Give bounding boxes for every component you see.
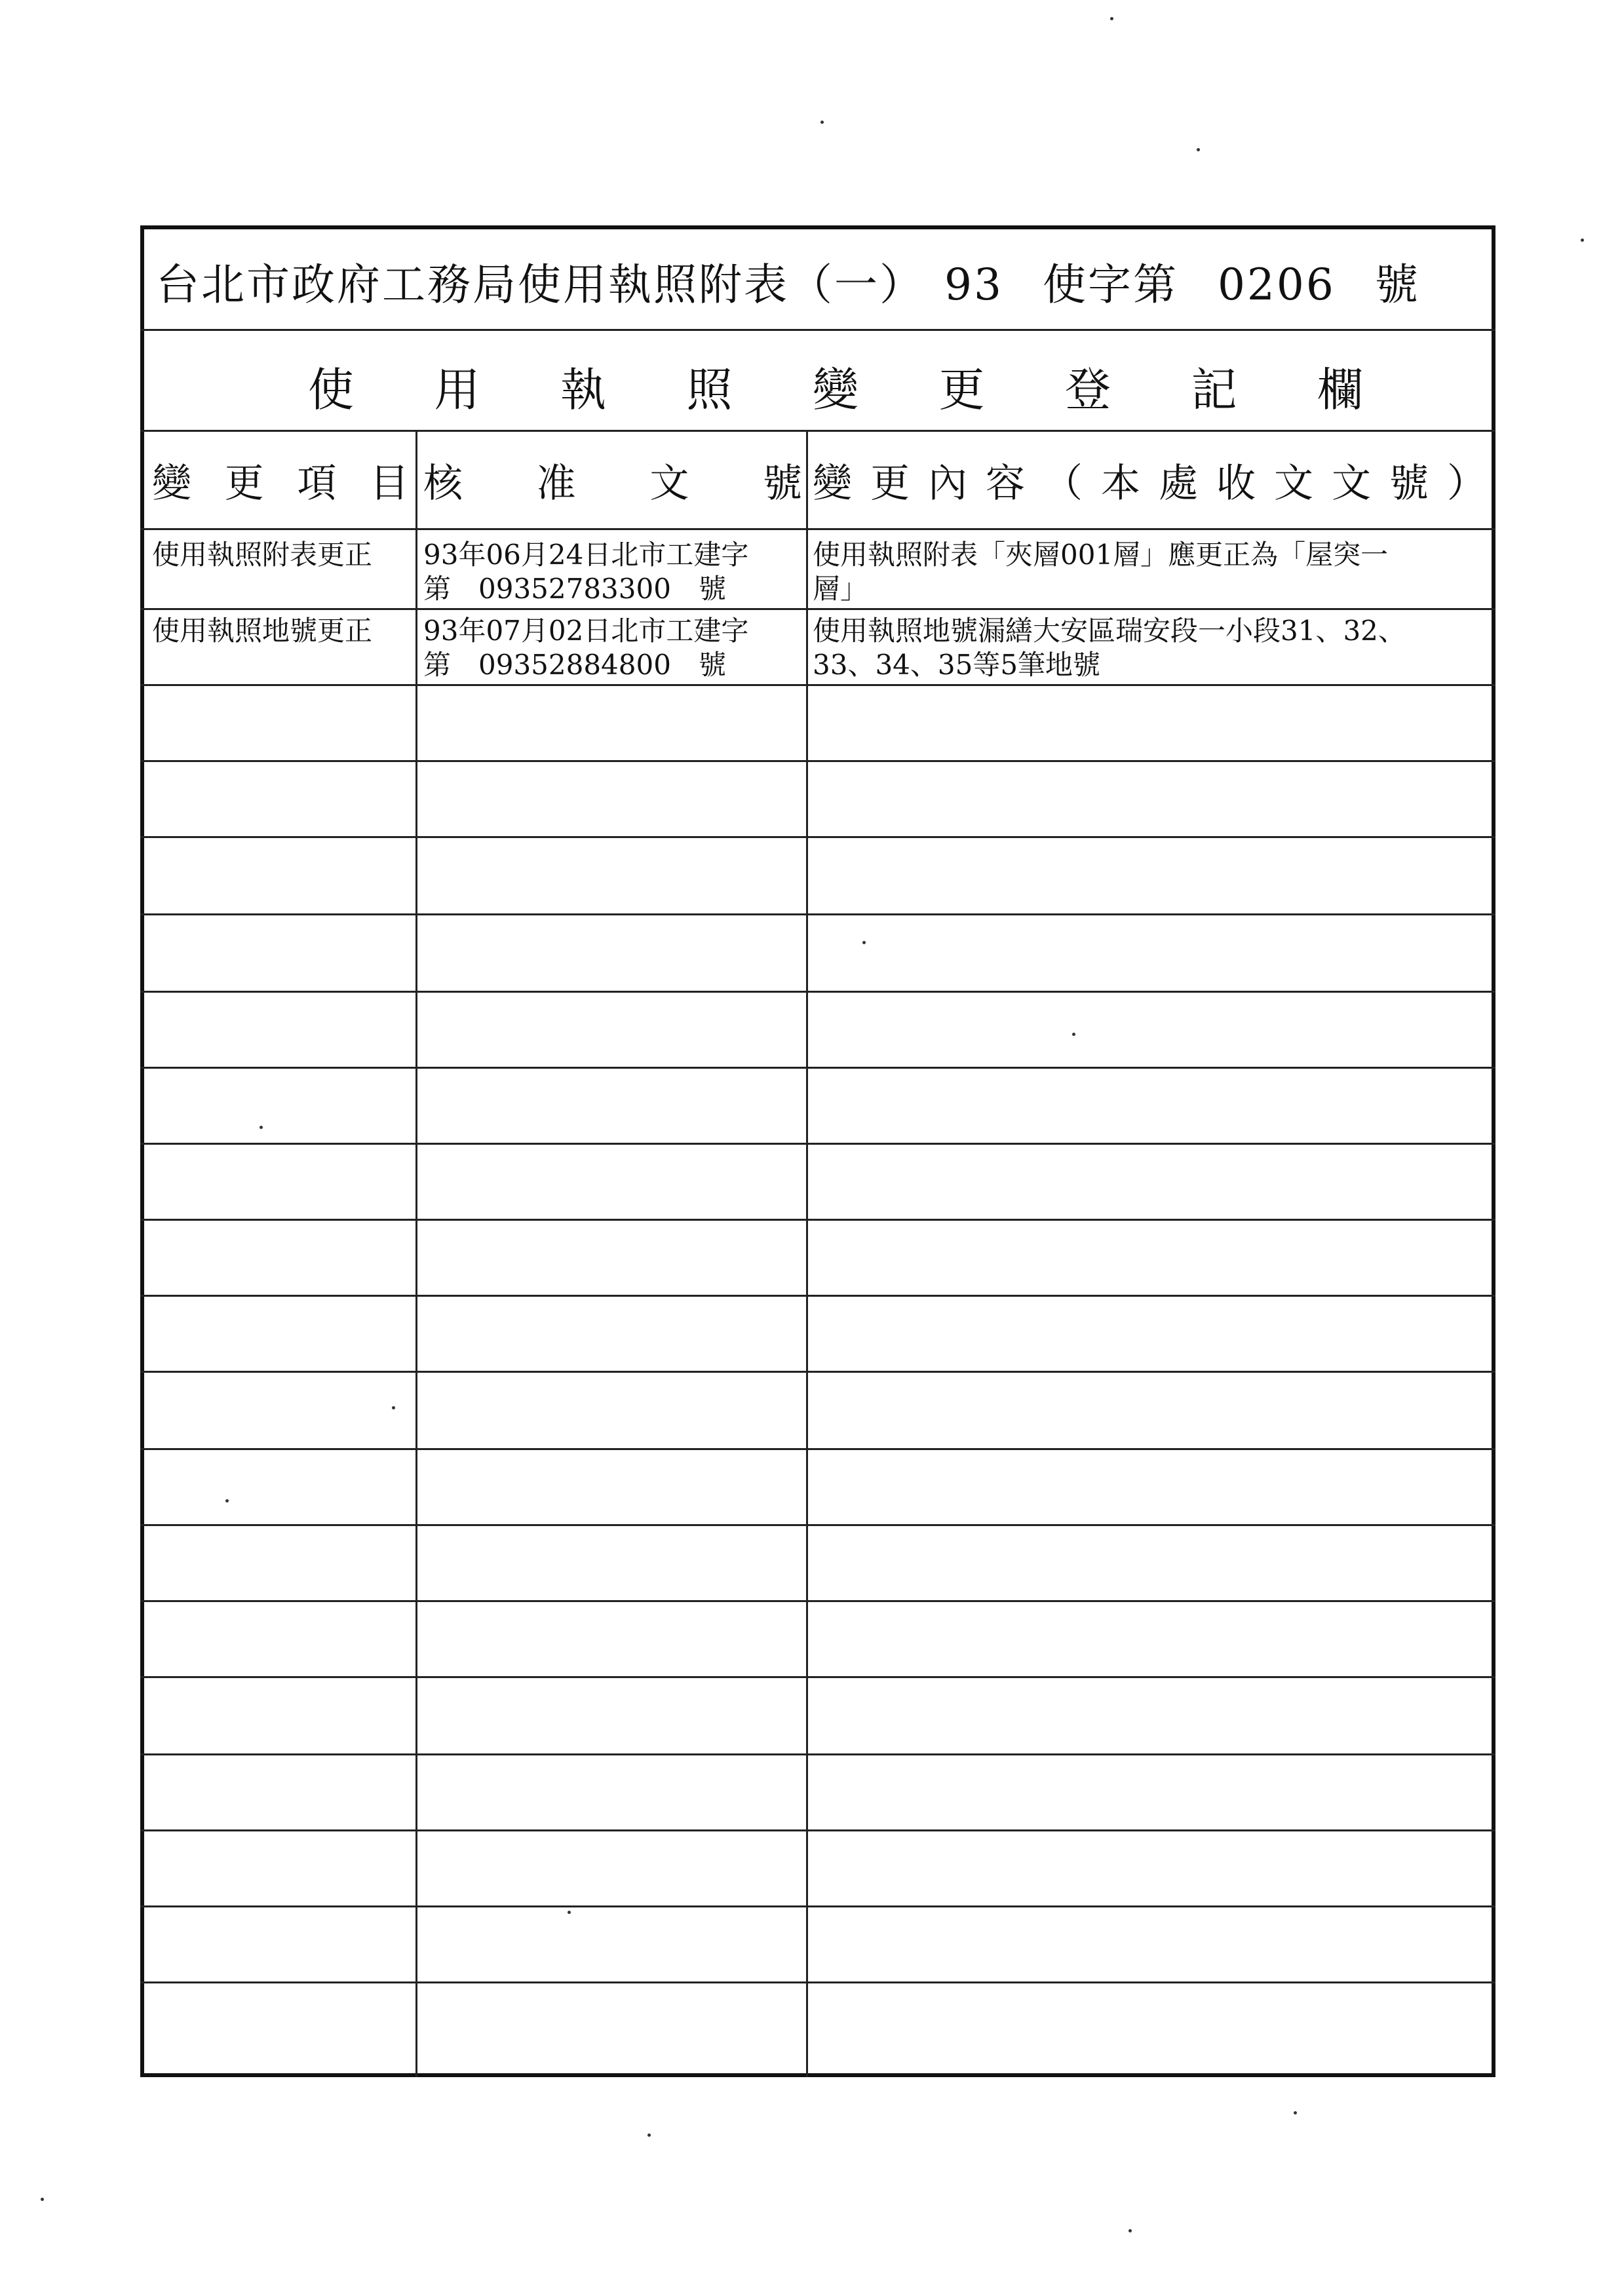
heading-char: 登 — [1065, 362, 1111, 417]
heading-char: 用 — [434, 362, 480, 417]
rule — [140, 608, 1495, 610]
rule — [140, 430, 1495, 432]
heading-char: 記 — [1191, 362, 1237, 417]
scan-speck — [1072, 1033, 1075, 1036]
rule — [140, 528, 1495, 530]
scan-speck — [41, 2198, 44, 2201]
header-char: 目 — [369, 461, 409, 507]
column-header-item — [152, 438, 409, 523]
heading-char: 變 — [813, 362, 858, 417]
header-char: 文 — [1332, 461, 1371, 507]
title-suffix: 號 — [1374, 259, 1420, 310]
title-prefix: 台北市政府工務局使用執照附表（一） — [156, 259, 925, 310]
rule — [140, 1829, 1495, 1831]
scan-speck — [1197, 148, 1200, 151]
header-char: 內 — [928, 461, 967, 507]
header-char: 容 — [986, 461, 1025, 507]
rule — [140, 1219, 1495, 1221]
column-header-content — [813, 438, 1486, 523]
rule — [140, 329, 1495, 331]
row-1-approval-line1: 93年06月24日北市工建字 — [423, 539, 749, 571]
scan-speck — [862, 941, 866, 944]
heading-char: 欄 — [1317, 362, 1363, 417]
header-char: 收 — [1216, 461, 1256, 507]
scan-speck — [1128, 2229, 1132, 2232]
scan-speck — [647, 2133, 651, 2137]
column-divider — [415, 430, 417, 2077]
heading-char: 更 — [938, 362, 985, 417]
rule — [140, 913, 1495, 915]
row-1-content-line1: 使用執照附表「夾層001層」應更正為「屋突一 — [813, 539, 1389, 571]
title-type: 使字第 — [1042, 259, 1178, 310]
rule — [140, 1295, 1495, 1297]
rule — [140, 760, 1495, 762]
row-2-item: 使用執照地號更正 — [152, 615, 373, 647]
row-2-content-line1: 使用執照地號漏繕大安區瑞安段一小段31、32、 — [813, 615, 1406, 647]
header-char: 更 — [870, 461, 910, 507]
section-heading — [308, 343, 1363, 429]
scan-speck — [1294, 2111, 1297, 2114]
rule — [140, 1981, 1495, 1983]
header-char: 准 — [536, 461, 576, 507]
rule — [140, 684, 1495, 686]
row-2-content-line2: 33、34、35等5筆地號 — [813, 649, 1101, 681]
header-char: 變 — [813, 461, 852, 507]
row-1-approval-line2: 第 09352783300 號 — [423, 573, 726, 605]
license-number: 0206 — [1217, 259, 1336, 310]
scan-speck — [392, 1406, 395, 1409]
header-char: 處 — [1159, 461, 1198, 507]
header-char: 號 — [762, 461, 802, 507]
heading-char: 照 — [686, 362, 733, 417]
rule — [140, 1371, 1495, 1373]
rule — [140, 1676, 1495, 1678]
header-char: 號 — [1389, 461, 1429, 507]
rule — [140, 1448, 1495, 1450]
scan-speck — [225, 1499, 229, 1502]
scan-speck — [1581, 239, 1584, 242]
header-char: 本 — [1101, 461, 1140, 507]
scan-speck — [568, 1911, 571, 1914]
rule — [140, 991, 1495, 993]
row-2-approval-line2: 第 09352884800 號 — [423, 649, 726, 681]
header-char: 文 — [1274, 461, 1313, 507]
title-year: 93 — [944, 259, 1003, 310]
column-header-approval — [423, 438, 802, 523]
rule — [140, 1905, 1495, 1907]
document-title — [156, 242, 1480, 328]
header-char: 更 — [224, 461, 264, 507]
header-char: ） — [1447, 461, 1486, 507]
rule — [140, 1143, 1495, 1145]
header-char: （ — [1043, 461, 1083, 507]
rule — [140, 1600, 1495, 1602]
scan-speck — [820, 121, 824, 124]
header-char: 文 — [649, 461, 689, 507]
rule — [140, 1067, 1495, 1069]
rule — [140, 1753, 1495, 1755]
heading-char: 執 — [560, 362, 606, 417]
scan-speck — [1110, 17, 1113, 20]
heading-char: 使 — [308, 362, 354, 417]
rule — [140, 1524, 1495, 1526]
row-2-approval-line1: 93年07月02日北市工建字 — [423, 615, 749, 647]
header-char: 項 — [297, 461, 337, 507]
scan-speck — [260, 1126, 263, 1129]
header-char: 核 — [423, 461, 463, 507]
column-divider — [806, 430, 808, 2077]
rule — [140, 836, 1495, 838]
row-1-item: 使用執照附表更正 — [152, 539, 373, 571]
row-1-content-line2: 層」 — [813, 573, 868, 605]
header-char: 變 — [152, 461, 191, 507]
